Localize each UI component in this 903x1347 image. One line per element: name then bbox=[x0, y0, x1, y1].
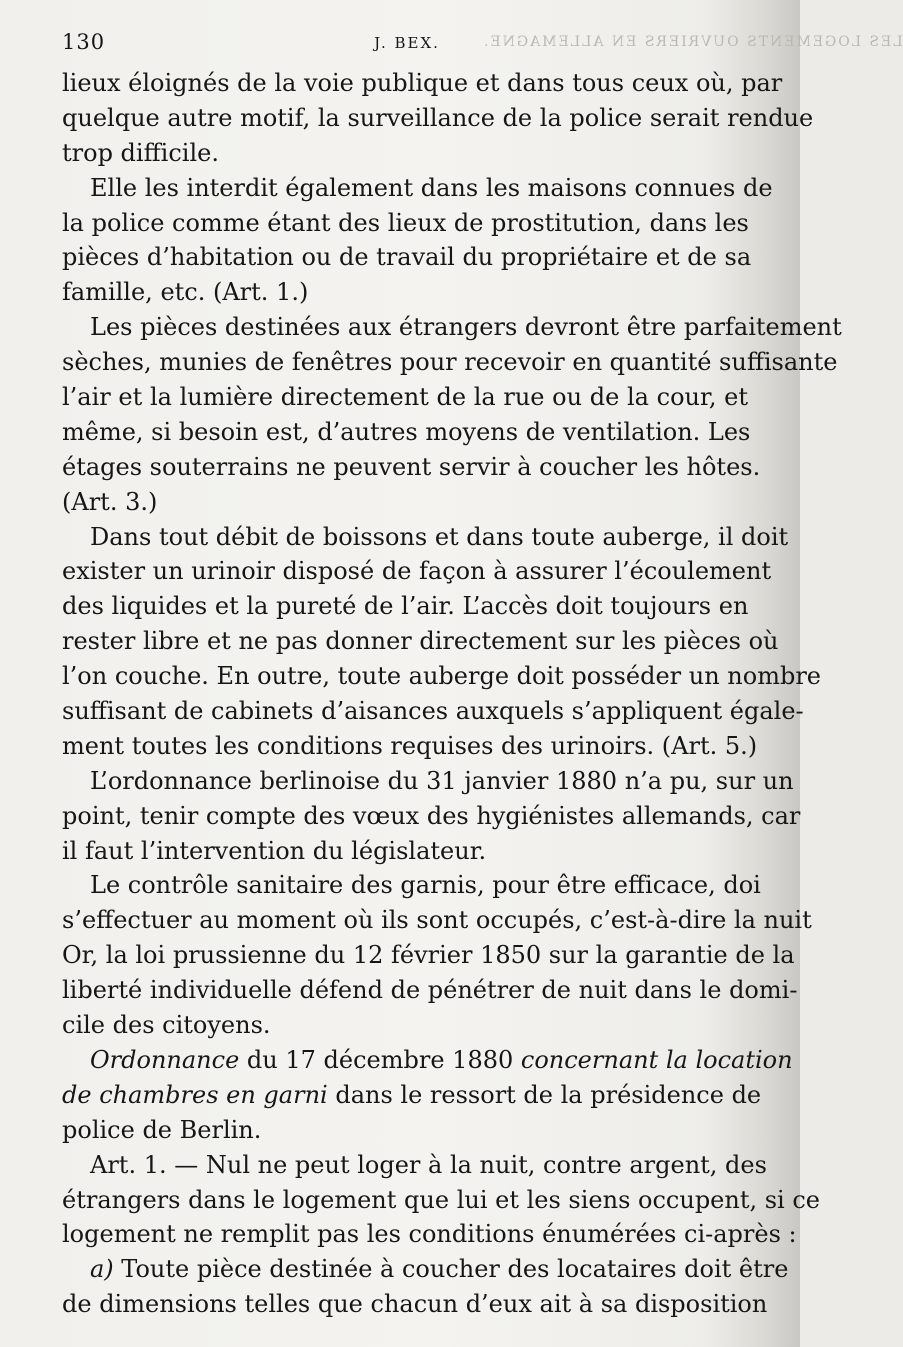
text-line: de dimensions telles que chacun d’eux ait à sa disposition bbox=[62, 1290, 768, 1319]
text-line: liberté individuelle défend de pénétrer de nuit dans le domi- bbox=[62, 976, 798, 1005]
text-line: Or, la loi prussienne du 12 février 1850 sur la garantie de la bbox=[62, 941, 795, 970]
text-line: (Art. 3.) bbox=[62, 487, 158, 516]
text-line: lieux éloignés de la voie publique et dans tous ceux où, par bbox=[62, 69, 783, 97]
text-line: même, si besoin est, d’autres moyens de ventilation. Les bbox=[62, 417, 751, 446]
text-line: ment toutes les conditions requises des urinoirs. (Art. 5.) bbox=[62, 731, 758, 760]
running-head-author: J. BEX. bbox=[374, 34, 440, 52]
italic-location: concernant la location bbox=[520, 1045, 793, 1074]
text-line: Ordonnance du 17 décembre 1880 concernant la location bbox=[90, 1045, 793, 1074]
text-line: suffisant de cabinets d’aisances auxquels s’appliquent égale- bbox=[62, 697, 804, 726]
text-line: logement ne remplit pas les conditions énumérées ci-après : bbox=[62, 1220, 797, 1249]
text-line: étages souterrains ne peuvent servir à coucher les hôtes. bbox=[62, 452, 761, 481]
text-line: pièces d’habitation ou de travail du propriétaire et de sa bbox=[62, 243, 752, 272]
text-line: s’effectuer au moment où ils sont occupés, c’est-à-dire la nuit bbox=[62, 906, 812, 935]
body-text bbox=[62, 66, 842, 1322]
bleed-through-header: LES LOGEMENTS OUVRIERS EN ALLEMAGNE. bbox=[482, 34, 903, 50]
text-line: trop difficile. bbox=[62, 138, 219, 167]
text-line: étrangers dans le logement que lui et les siens occupent, si ce bbox=[62, 1185, 821, 1214]
text-line: Le contrôle sanitaire des garnis, pour être efficace, doi bbox=[90, 871, 761, 900]
italic-garni: de chambres en garni bbox=[62, 1080, 328, 1109]
text-line: sèches, munies de fenêtres pour recevoir en quantité suffisante bbox=[62, 348, 838, 377]
text-line: exister un urinoir disposé de façon à assurer l’écoulement bbox=[62, 557, 772, 586]
text-line: Elle les interdit également dans les maisons connues de bbox=[90, 173, 773, 202]
running-head bbox=[62, 30, 903, 58]
text-line: cile des citoyens. bbox=[62, 1011, 271, 1040]
text-line: a) Toute pièce destinée à coucher des locataires doit être bbox=[90, 1255, 789, 1284]
text-line: famille, etc. (Art. 1.) bbox=[62, 278, 309, 307]
text-line: Art. 1. — Nul ne peut loger à la nuit, contre argent, des bbox=[90, 1150, 767, 1179]
text-line: rester libre et ne pas donner directement sur les pièces où bbox=[62, 627, 779, 656]
text-line: quelque autre motif, la surveillance de la police serait rendue bbox=[62, 103, 814, 132]
text-line: police de Berlin. bbox=[62, 1115, 262, 1144]
italic-ordonnance: Ordonnance bbox=[90, 1045, 240, 1074]
text-line: point, tenir compte des vœux des hygiénistes allemands, car bbox=[62, 801, 801, 830]
text-line: l’on couche. En outre, toute auberge doit posséder un nombre bbox=[62, 662, 821, 691]
page-number: 130 bbox=[62, 30, 106, 54]
text-line: Les pièces destinées aux étrangers devront être parfaitement bbox=[90, 313, 842, 342]
text-line: il faut l’intervention du législateur. bbox=[62, 836, 487, 865]
text-line: Dans tout débit de boissons et dans toute auberge, il doit bbox=[90, 522, 789, 551]
text-line: la police comme étant des lieux de prostitution, dans les bbox=[62, 208, 749, 237]
italic-item-a: a) bbox=[90, 1255, 114, 1284]
text-line: L’ordonnance berlinoise du 31 janvier 1880 n’a pu, sur un bbox=[90, 766, 794, 795]
text-line: des liquides et la pureté de l’air. L’accès doit toujours en bbox=[62, 592, 749, 621]
text-line: de chambres en garni dans le ressort de la présidence de bbox=[62, 1080, 762, 1109]
text-line: l’air et la lumière directement de la rue ou de la cour, et bbox=[62, 383, 748, 412]
